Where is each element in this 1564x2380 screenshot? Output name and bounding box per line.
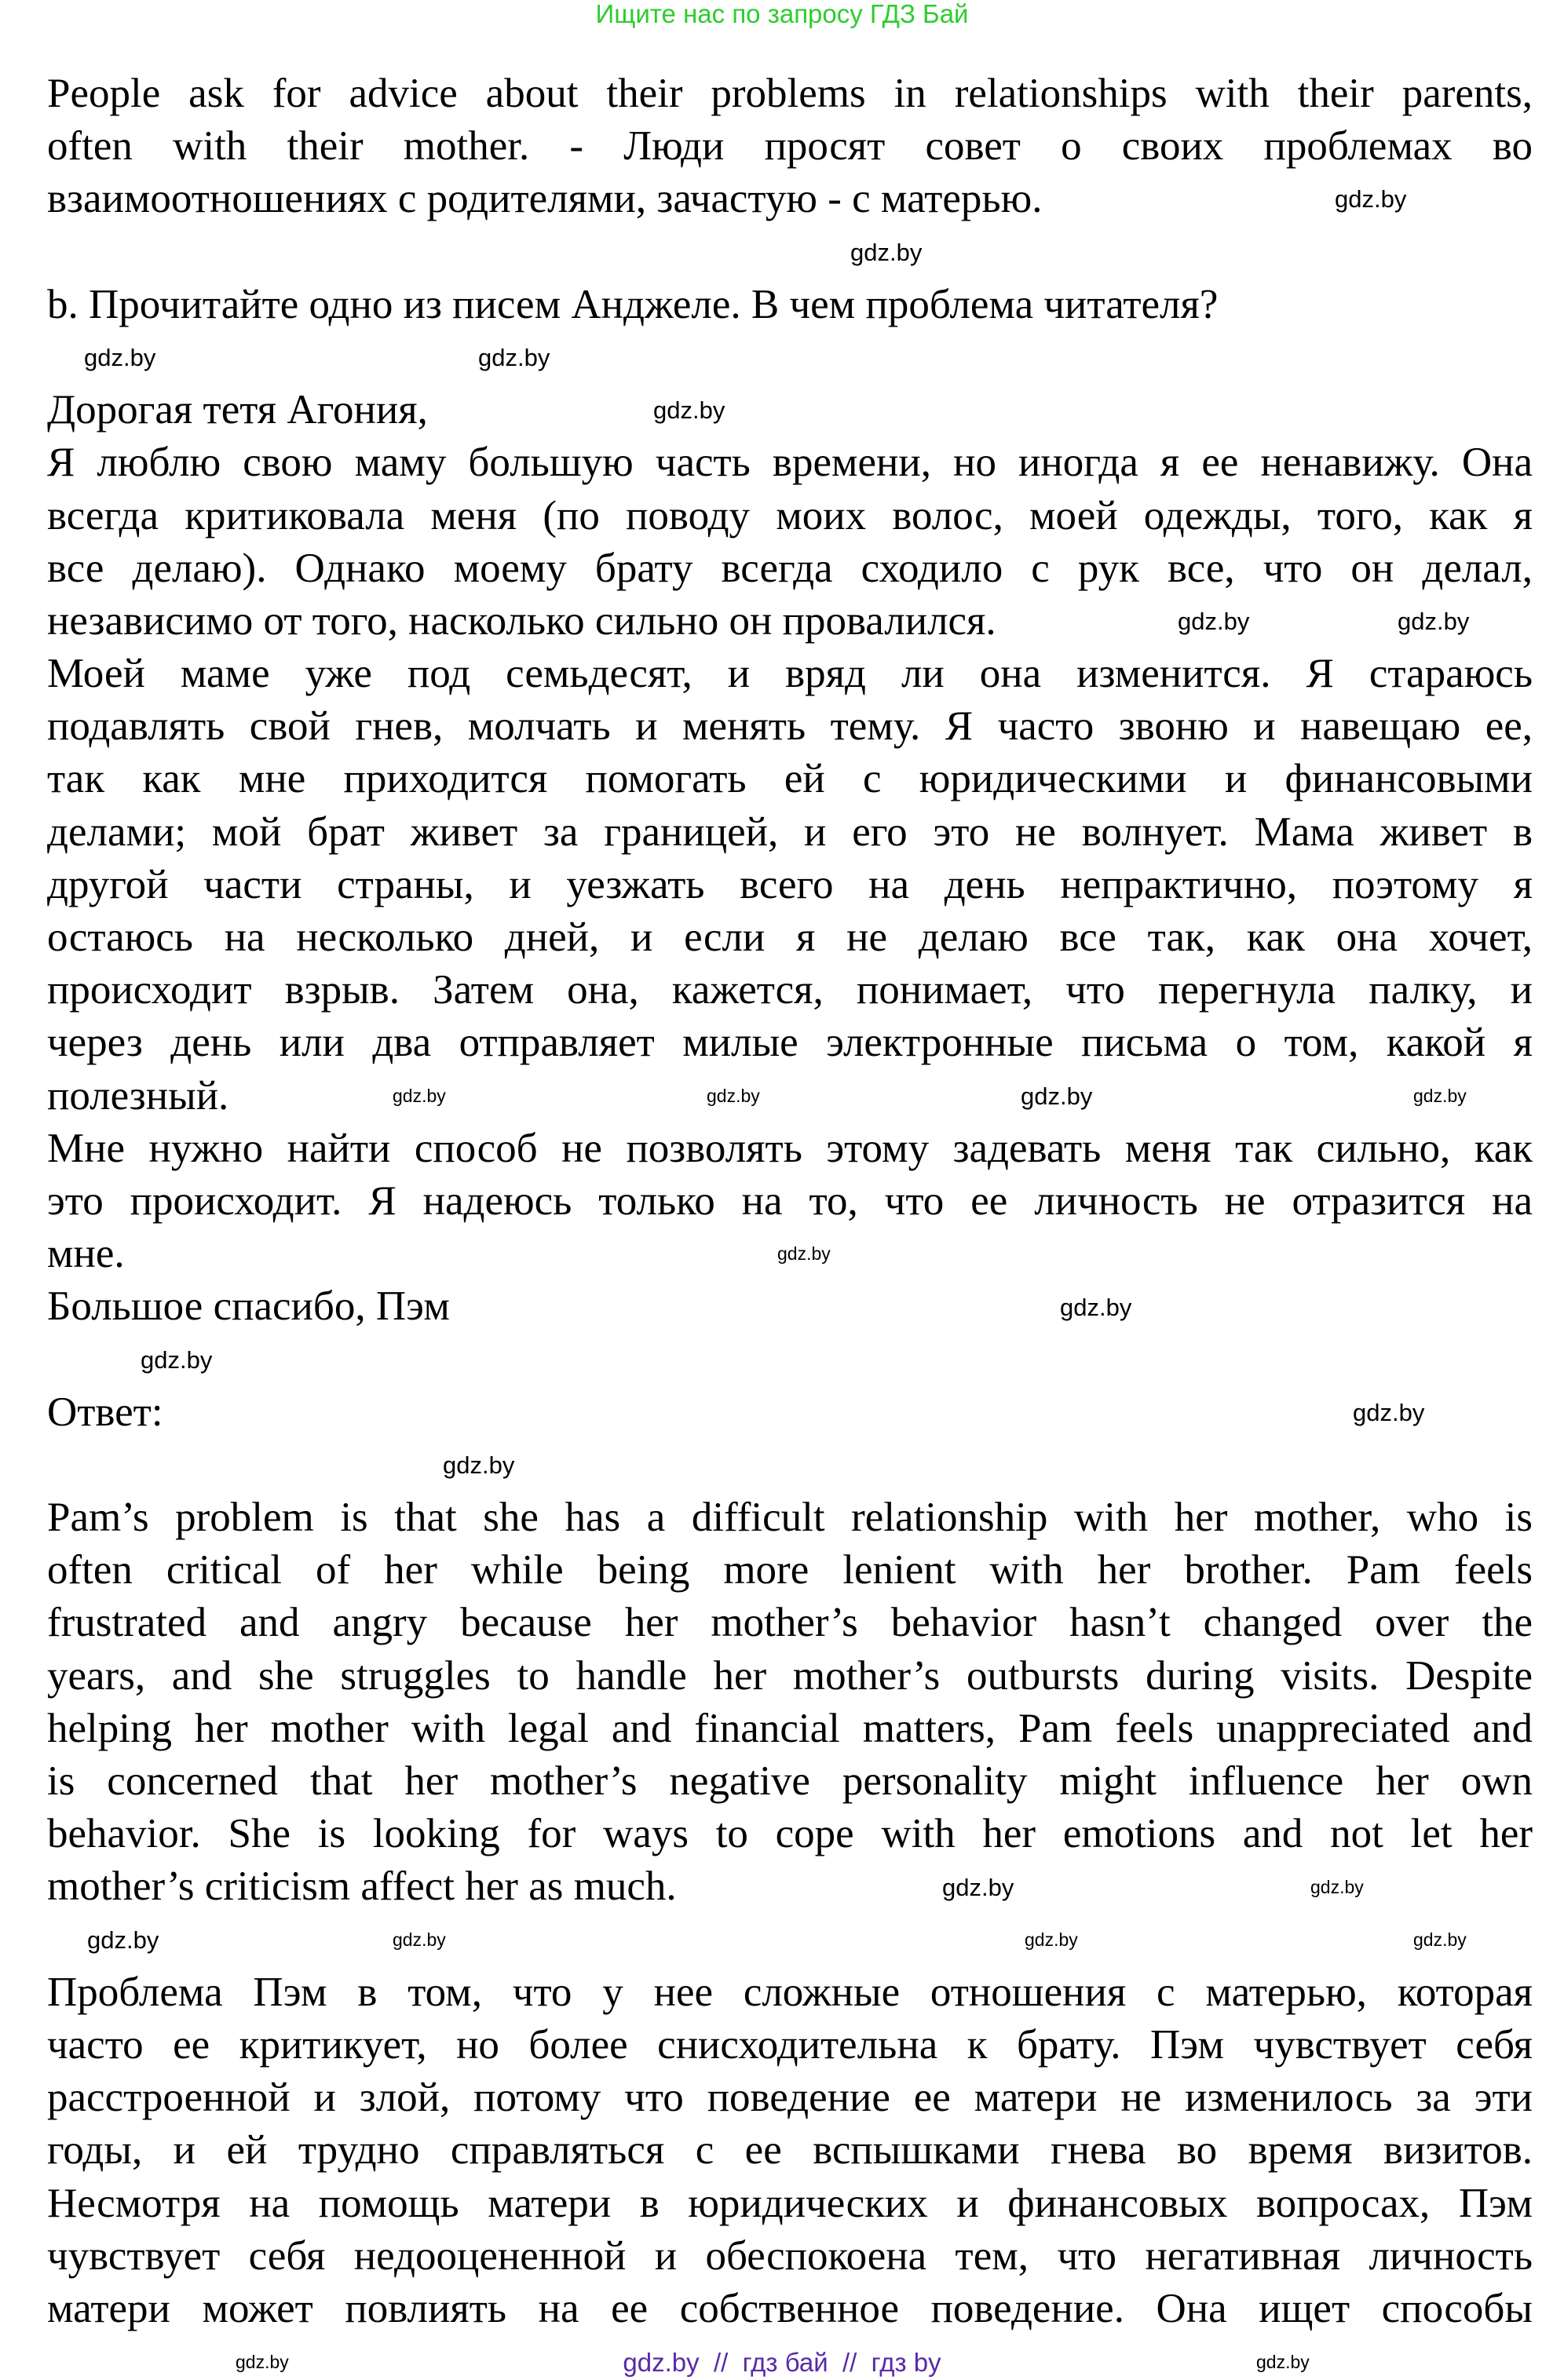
spacer [47,1334,1533,1386]
answer-russian [47,1966,1533,2335]
text-line: чувствует себя недооцененной и обеспокоена тем, что негативная личность [47,2232,1533,2279]
watermark: gdz.by [1025,1929,1078,1950]
text-line: другой части страны, и уезжать всего на день непрактично, поэтому я [47,861,1533,907]
text-line: is concerned that her mother’s negative personality might influence her own [47,1758,1533,1804]
text-line: years, and she struggles to handle her mother’s outbursts during visits. Despite [47,1652,1533,1699]
watermark: gdz.by [1413,1086,1467,1106]
text-line: People ask for advice about their problems in relationships with their parents, [47,71,1533,116]
text-line: происходит взрыв. Затем она, кажется, понимает, что перегнула палку, и [47,967,1533,1013]
watermark: gdz.by [393,1929,446,1950]
text-line: матери может повлиять на ее собственное поведение. Она ищет способы [47,2285,1533,2331]
watermark: gdz.by [1310,1877,1364,1897]
text-line: всегда критиковала меня (по поводу моих волос, моей одежды, того, как я [47,492,1533,538]
watermark: gdz.by [1413,1929,1467,1950]
task-heading [47,279,1533,331]
text-line: frustrated and angry because her mother’s behavior hasn’t changed over the [47,1600,1533,1646]
text-line: often with their mother. - Люди просят совет о своих проблемах во [47,123,1533,170]
spacer [47,1439,1533,1491]
watermark: gdz.by [777,1243,831,1264]
text-line: Дорогая тетя Агония, [47,387,428,433]
watermark: gdz.by [942,1874,1014,1901]
site-banner: Ищите нас по запросу ГДЗ Бай [595,0,969,28]
watermark: gdz.by [1021,1082,1093,1110]
watermark: gdz.by [236,2352,289,2372]
text-line: mother’s criticism affect her as much. [47,1863,677,1910]
text-line: делами; мой брат живет за границей, и его это не волнует. Мама живет в [47,809,1533,855]
watermark: gdz.by [1178,608,1250,635]
intro-paragraph [47,68,1533,226]
watermark: gdz.by [478,344,550,371]
watermark: gdz.by [1256,2352,1310,2372]
text-line: b. Прочитайте одно из писем Анджеле. В чем проблема читателя? [47,281,1219,327]
text-line: Pam’s problem is that she has a difficult relationship with her mother, who is [47,1495,1533,1541]
text-line: независимо от того, насколько сильно он провалился. [47,597,996,644]
text-line: все делаю). Однако моему брату всегда сходило с рук все, что он делал, [47,545,1533,591]
spacer [47,1914,1533,1966]
text-line: Несмотря на помощь матери в юридических и финансовых вопросах, Пэм [47,2180,1533,2226]
watermark: gdz.by [141,1346,213,1374]
site-footer: gdz.by // гдз бай // гдз by [623,2348,941,2377]
answer-english [47,1491,1533,1914]
watermark: gdz.by [850,239,923,266]
text-line: helping her mother with legal and financial matters, Pam feels unappreciated and [47,1705,1533,1751]
document-body [47,68,1533,2335]
text-line: это происходит. Я надеюсь только на то, что ее личность не отразится на [47,1177,1533,1224]
text-line: остаюсь на несколько дней, и если я не делаю все так, как она хочет, [47,914,1533,960]
text-line: расстроенной и злой, потому что поведение ее матери не изменилось за эти [47,2075,1533,2121]
watermark: gdz.by [1353,1399,1425,1426]
watermark: gdz.by [1060,1294,1132,1321]
answer-label [47,1386,1533,1439]
watermark: gdz.by [653,396,725,424]
text-line: через день или два отправляет милые электронные письма о том, какой я [47,1020,1533,1066]
text-line: мне. [47,1231,125,1277]
text-line: полезный. [47,1072,229,1119]
text-line: Ответ: [47,1389,163,1435]
text-line: Моей маме уже под семьдесят, и вряд ли она изменится. Я стараюсь [47,651,1533,697]
watermark: gdz.by [87,1926,159,1954]
watermark: gdz.by [393,1086,446,1106]
spacer [47,226,1533,279]
watermark: gdz.by [443,1451,515,1479]
text-line: Я люблю свою маму большую часть времени, но иногда я ее ненавижу. Она [47,440,1533,486]
text-line: подавлять свой гнев, молчать и менять тему. Я часто звоню и навещаю ее, [47,703,1533,750]
watermark: gdz.by [1335,185,1407,213]
text-line: Проблема Пэм в том, что у нее сложные отношения с матерью, которая [47,1969,1533,2015]
letter-signoff [47,1280,1533,1333]
watermark: gdz.by [707,1086,760,1106]
text-line: так как мне приходится помогать ей с юридическими и финансовыми [47,756,1533,802]
watermark: gdz.by [84,344,156,371]
text-line: годы, и ей трудно справляться с ее вспышками гнева во время визитов. [47,2127,1533,2174]
text-line: часто ее критикует, но более снисходительна к брату. Пэм чувствует себя [47,2021,1533,2068]
text-line: Мне нужно найти способ не позволять этому задевать меня так сильно, как [47,1125,1533,1171]
text-line: Большое спасибо, Пэм [47,1283,450,1330]
watermark: gdz.by [1398,608,1470,635]
text-line: behavior. She is looking for ways to cope with her emotions and not let her [47,1811,1533,1857]
text-line: often critical of her while being more lenient with her brother. Pam feels [47,1547,1533,1593]
letter-greeting [47,384,1533,436]
text-line: взаимоотношениях с родителями, зачастую - с матерью. [47,176,1043,222]
letter-paragraph [47,436,1533,648]
letter-paragraph [47,648,1533,1122]
spacer [47,331,1533,384]
